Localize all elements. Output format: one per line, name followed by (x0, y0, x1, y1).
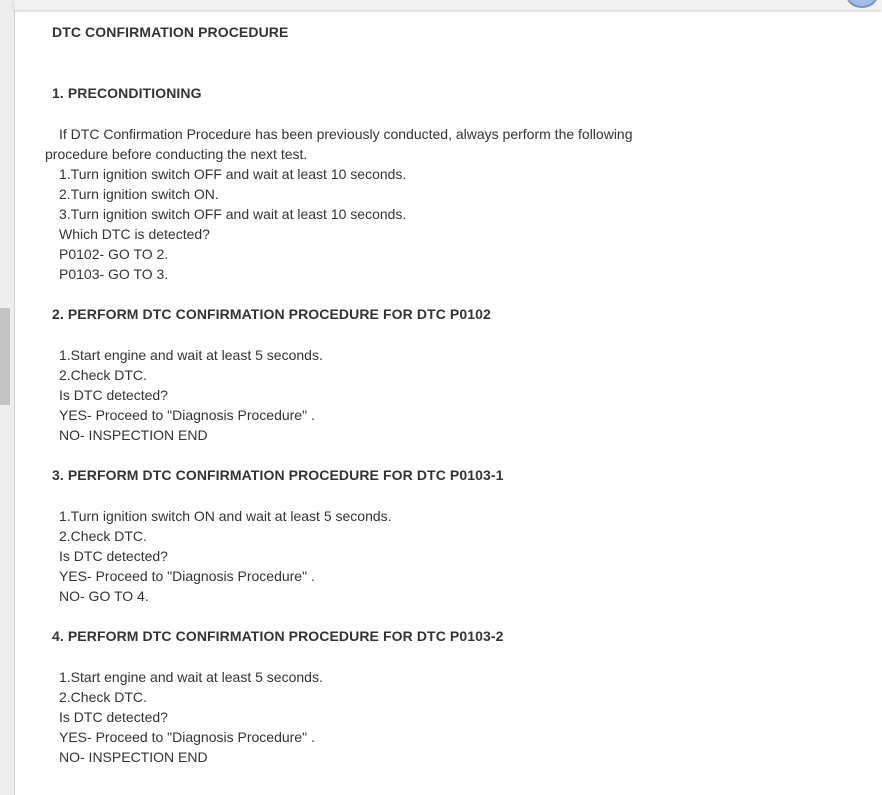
step-line: 1.Turn ignition switch ON and wait at least 5 seconds. (59, 508, 392, 524)
section-heading-p0102: 2. PERFORM DTC CONFIRMATION PROCEDURE FOR DTC P0102 (52, 306, 491, 322)
document-title: DTC CONFIRMATION PROCEDURE (52, 24, 289, 40)
scrollbar-thumb[interactable] (0, 308, 10, 405)
result-line: NO- GO TO 4. (59, 588, 149, 604)
step-line: 2.Check DTC. (59, 367, 147, 383)
top-toolbar (14, 0, 882, 10)
result-line: YES- Proceed to "Diagnosis Procedure" . (59, 729, 315, 745)
left-scrollbar[interactable] (0, 0, 15, 795)
document-body (15, 10, 882, 795)
intro-line: procedure before conducting the next test. (45, 146, 308, 162)
section-heading-p0103-1: 3. PERFORM DTC CONFIRMATION PROCEDURE FOR DTC P0103-1 (52, 467, 504, 483)
step-line: 1.Start engine and wait at least 5 seconds. (59, 347, 323, 363)
step-line: 1.Start engine and wait at least 5 seconds. (59, 669, 323, 685)
section-heading-preconditioning: 1. PRECONDITIONING (52, 85, 202, 101)
result-line: P0102- GO TO 2. (59, 246, 169, 262)
question-line: Is DTC detected? (59, 387, 168, 403)
step-line: 1.Turn ignition switch OFF and wait at least 10 seconds. (59, 166, 407, 182)
step-line: 2.Check DTC. (59, 528, 147, 544)
result-line: YES- Proceed to "Diagnosis Procedure" . (59, 568, 315, 584)
question-line: Is DTC detected? (59, 709, 168, 725)
step-line: 2.Turn ignition switch ON. (59, 186, 219, 202)
intro-line: If DTC Confirmation Procedure has been previously conducted, always perform the following (59, 126, 633, 142)
user-avatar-icon[interactable] (846, 0, 878, 8)
question-line: Is DTC detected? (59, 548, 168, 564)
step-line: 2.Check DTC. (59, 689, 147, 705)
result-line: YES- Proceed to "Diagnosis Procedure" . (59, 407, 315, 423)
section-heading-p0103-2: 4. PERFORM DTC CONFIRMATION PROCEDURE FOR DTC P0103-2 (52, 628, 504, 644)
result-line: NO- INSPECTION END (59, 427, 208, 443)
result-line: P0103- GO TO 3. (59, 266, 169, 282)
question-line: Which DTC is detected? (59, 226, 210, 242)
step-line: 3.Turn ignition switch OFF and wait at least 10 seconds. (59, 206, 407, 222)
result-line: NO- INSPECTION END (59, 749, 208, 765)
